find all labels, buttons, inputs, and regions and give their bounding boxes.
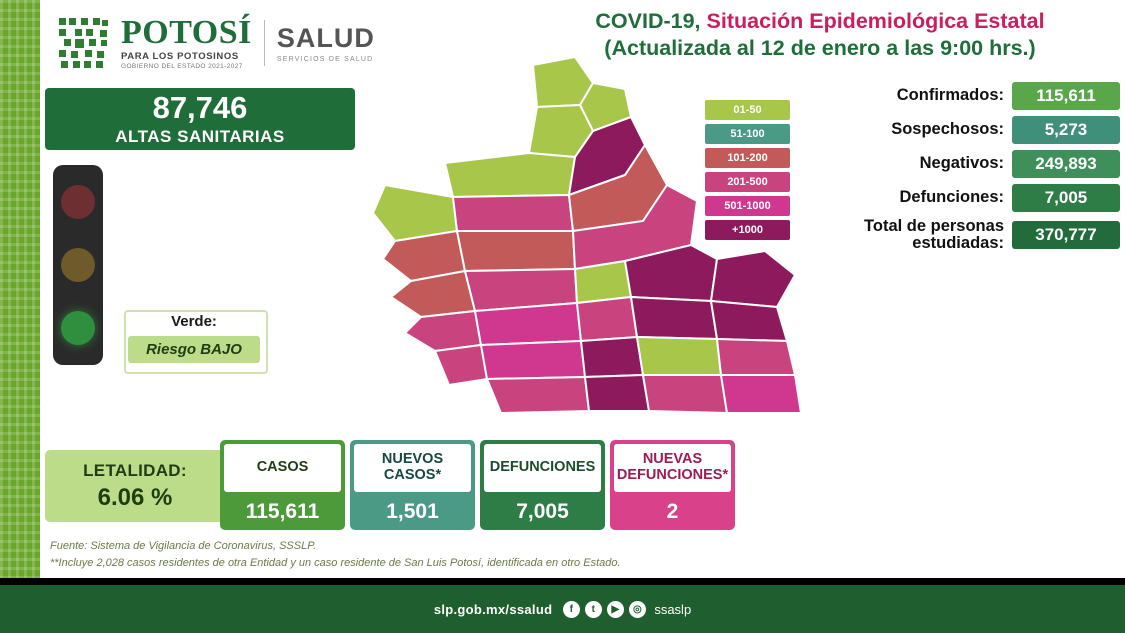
stat-row xyxy=(830,184,1120,212)
stat-row xyxy=(830,116,1120,144)
legend-item: 201-500 xyxy=(705,172,790,192)
source-note xyxy=(50,538,810,571)
stat-row xyxy=(830,218,1120,253)
legend-item: 101-200 xyxy=(705,148,790,168)
map-region-17 xyxy=(405,311,481,351)
legend-item: 501-1000 xyxy=(705,196,790,216)
map-region-4 xyxy=(445,153,575,197)
source-line-1: Fuente: Sistema de Vigilancia de Coronavirus, SSSLP. xyxy=(50,540,317,552)
map-region-10 xyxy=(457,231,575,271)
casos-card-title: CASOS xyxy=(256,459,309,476)
band-pattern xyxy=(0,0,40,633)
letalidad-value: 6.06 % xyxy=(97,483,173,511)
stat-row xyxy=(830,150,1120,178)
social-icons xyxy=(560,601,648,618)
letalidad-card xyxy=(45,450,225,522)
map-region-7 xyxy=(453,195,573,231)
nuevas-defunciones-card-value: 2 xyxy=(666,500,679,523)
map-region-12 xyxy=(391,271,475,317)
map-region-14 xyxy=(575,261,631,303)
nuevas-defunciones-card xyxy=(610,440,735,530)
stat-row xyxy=(830,82,1120,110)
altas-label: ALTAS SANITARIAS xyxy=(115,126,285,146)
stat-label: Total de personas estudiadas: xyxy=(864,217,1004,253)
defunciones-card xyxy=(480,440,605,530)
title-line-1 xyxy=(520,8,1120,35)
decorative-left-band xyxy=(0,0,40,633)
traffic-light xyxy=(53,165,103,365)
map-region-19 xyxy=(577,297,637,341)
facebook-icon[interactable]: f xyxy=(563,601,580,618)
defunciones-card-value: 7,005 xyxy=(516,500,569,523)
footer-bar xyxy=(0,585,1125,633)
verde-label: Verde: xyxy=(171,313,217,330)
instagram-icon[interactable]: ◎ xyxy=(629,601,646,618)
stat-value: 249,893 xyxy=(1012,150,1120,178)
map-legend xyxy=(705,100,790,244)
nuevas-defunciones-card-title: NUEVAS DEFUNCIONES* xyxy=(616,451,729,483)
altas-sanitarias-card xyxy=(45,88,355,150)
nuevos-casos-card-value: 1,501 xyxy=(386,500,439,523)
logo-tagline: PARA LOS POTOSINOS xyxy=(121,51,239,62)
map-region-27 xyxy=(487,377,589,413)
stat-value: 5,273 xyxy=(1012,116,1120,144)
casos-card-header xyxy=(224,444,341,492)
casos-card-value: 115,611 xyxy=(245,500,320,523)
defunciones-card-title: DEFUNCIONES xyxy=(489,459,596,476)
map-region-30 xyxy=(721,375,801,413)
stat-value: 7,005 xyxy=(1012,184,1120,212)
source-line-2: **Incluye 2,028 casos residentes de otra Entidad y un caso residente de San Luis Potosí, identificada en otro Estado. xyxy=(50,556,621,569)
title-covid-label: COVID-19, xyxy=(595,9,707,33)
stat-label: Sospechosos: xyxy=(891,120,1004,139)
casos-card xyxy=(220,440,345,530)
stats-panel xyxy=(830,82,1120,259)
traffic-light-green-lamp xyxy=(61,311,95,345)
stat-label: Confirmados: xyxy=(896,86,1004,105)
legend-item: 51-100 xyxy=(705,124,790,144)
stat-label: Negativos: xyxy=(919,154,1004,173)
logo-dept-sub: SERVICIOS DE SALUD xyxy=(276,56,374,63)
stat-value: 115,611 xyxy=(1012,82,1120,110)
nuevos-casos-card-header xyxy=(354,444,471,492)
map-region-28 xyxy=(585,375,649,411)
legend-item: +1000 xyxy=(705,220,790,240)
map-region-26 xyxy=(717,339,795,375)
map-region-23 xyxy=(481,341,585,379)
youtube-icon[interactable]: ▶ xyxy=(607,601,624,618)
nuevos-casos-card xyxy=(350,440,475,530)
nuevas-defunciones-card-header xyxy=(614,444,731,492)
map-region-21 xyxy=(711,301,787,341)
logo-brand: POTOSÍ xyxy=(121,14,252,51)
logo-dept: SALUD xyxy=(276,23,375,53)
title-line-2: (Actualizada al 12 de enero a las 9:00 hrs.) xyxy=(604,35,1036,60)
altas-number: 87,746 xyxy=(152,89,248,125)
summary-cards xyxy=(45,440,790,532)
footer-handle: ssaslp xyxy=(654,601,692,617)
stat-label: Defunciones: xyxy=(899,188,1004,207)
map-region-16 xyxy=(711,251,795,307)
title-situacion-label: Situación Epidemiológica Estatal xyxy=(706,9,1045,33)
traffic-light-yellow-lamp xyxy=(61,248,95,282)
nuevos-casos-card-title: NUEVOS CASOS* xyxy=(381,451,444,483)
content-canvas xyxy=(40,0,1125,633)
map-region-25 xyxy=(637,337,721,375)
map-region-24 xyxy=(581,337,643,377)
logo-divider xyxy=(264,20,265,66)
traffic-light-red-lamp xyxy=(61,185,95,219)
map-region-20 xyxy=(631,297,717,339)
defunciones-card-header xyxy=(484,444,601,492)
stat-value: 370,777 xyxy=(1012,221,1120,249)
footer-site[interactable]: slp.gob.mx/ssalud xyxy=(433,601,553,617)
logo-text-block xyxy=(121,16,252,70)
logo-government: GOBIERNO DEL ESTADO 2021-2027 xyxy=(121,62,243,70)
map-region-18 xyxy=(475,303,581,345)
legend-item: 01-50 xyxy=(705,100,790,120)
riesgo-bajo-badge: Riesgo BAJO xyxy=(128,336,260,363)
potosi-emblem-icon xyxy=(55,14,113,72)
map-region-22 xyxy=(435,345,487,385)
twitter-icon[interactable]: t xyxy=(585,601,602,618)
letalidad-label: LETALIDAD: xyxy=(83,460,187,480)
map-region-29 xyxy=(643,375,727,413)
